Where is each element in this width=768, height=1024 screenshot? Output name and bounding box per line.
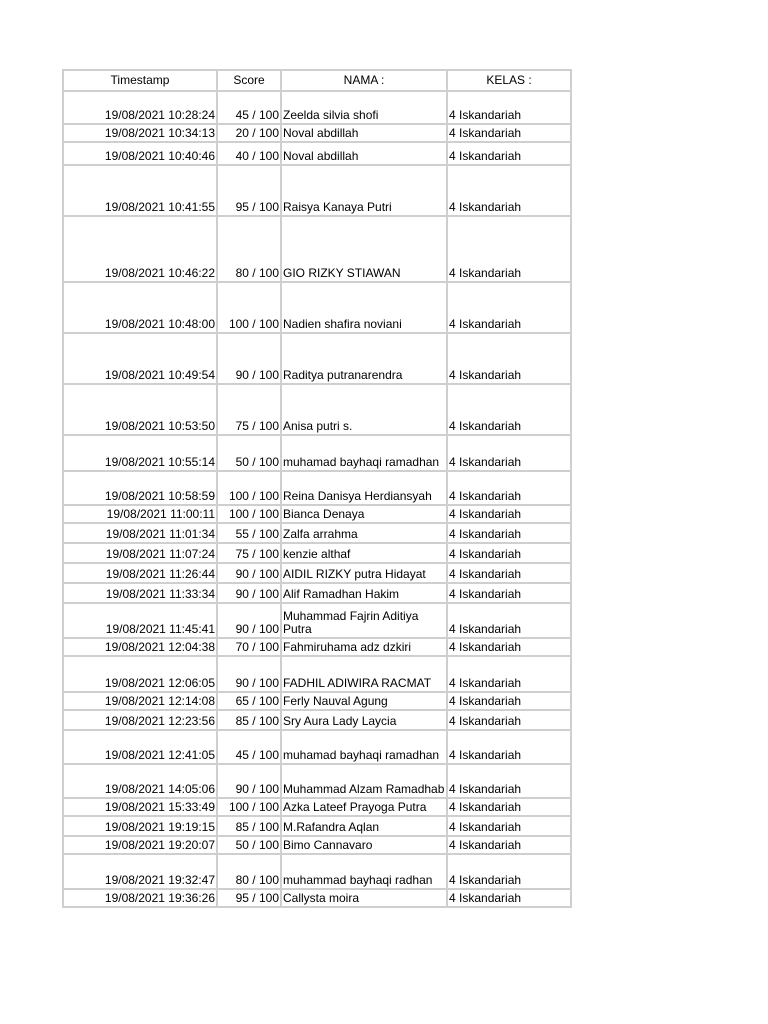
cell-timestamp: 19/08/2021 10:41:55	[64, 166, 218, 215]
cell-score: 100 / 100	[218, 506, 282, 522]
cell-nama: Reina Danisya Herdiansyah	[282, 472, 448, 504]
cell-score: 90 / 100	[218, 564, 282, 582]
cell-nama: Zalfa arrahma	[282, 524, 448, 542]
table-row	[64, 711, 572, 731]
cell-kelas: 4 Iskandariah	[448, 143, 572, 164]
cell-timestamp: 19/08/2021 15:33:49	[64, 799, 218, 815]
cell-nama: Zeelda silvia shofi	[282, 92, 448, 123]
cell-kelas: 4 Iskandariah	[448, 639, 572, 655]
table-row	[64, 544, 572, 564]
cell-kelas: 4 Iskandariah	[448, 890, 572, 906]
cell-nama: Alif Ramadhan Hakim	[282, 584, 448, 602]
cell-nama: muhamad bayhaqi ramadhan	[282, 731, 448, 763]
table-row	[64, 334, 572, 385]
cell-kelas: 4 Iskandariah	[448, 92, 572, 123]
cell-nama: Bimo Cannavaro	[282, 837, 448, 853]
cell-score: 90 / 100	[218, 765, 282, 797]
cell-timestamp: 19/08/2021 10:40:46	[64, 143, 218, 164]
header-score: Score	[218, 71, 282, 90]
cell-kelas: 4 Iskandariah	[448, 584, 572, 602]
table-body	[64, 92, 572, 908]
cell-timestamp: 19/08/2021 10:58:59	[64, 472, 218, 504]
cell-score: 50 / 100	[218, 837, 282, 853]
cell-timestamp: 19/08/2021 19:36:26	[64, 890, 218, 906]
cell-kelas: 4 Iskandariah	[448, 385, 572, 434]
cell-kelas: 4 Iskandariah	[448, 731, 572, 763]
table-row	[64, 564, 572, 584]
cell-timestamp: 19/08/2021 10:28:24	[64, 92, 218, 123]
cell-nama: Fahmiruhama adz dzkiri	[282, 639, 448, 655]
cell-kelas: 4 Iskandariah	[448, 217, 572, 281]
cell-kelas: 4 Iskandariah	[448, 765, 572, 797]
cell-kelas: 4 Iskandariah	[448, 472, 572, 504]
cell-timestamp: 19/08/2021 12:06:05	[64, 657, 218, 691]
cell-timestamp: 19/08/2021 19:19:15	[64, 817, 218, 835]
cell-kelas: 4 Iskandariah	[448, 524, 572, 542]
table-row	[64, 472, 572, 506]
cell-score: 80 / 100	[218, 855, 282, 888]
cell-kelas: 4 Iskandariah	[448, 436, 572, 470]
cell-timestamp: 19/08/2021 11:07:24	[64, 544, 218, 562]
cell-score: 20 / 100	[218, 125, 282, 141]
cell-nama: muhamad bayhaqi ramadhan	[282, 436, 448, 470]
cell-timestamp: 19/08/2021 10:46:22	[64, 217, 218, 281]
cell-score: 90 / 100	[218, 334, 282, 383]
cell-timestamp: 19/08/2021 11:26:44	[64, 564, 218, 582]
cell-nama: Muhammad Alzam Ramadhab	[282, 765, 448, 797]
cell-kelas: 4 Iskandariah	[448, 693, 572, 709]
cell-score: 90 / 100	[218, 584, 282, 602]
table-row	[64, 657, 572, 693]
cell-timestamp: 19/08/2021 11:00:11	[64, 506, 218, 522]
table-row	[64, 385, 572, 436]
cell-timestamp: 19/08/2021 12:23:56	[64, 711, 218, 729]
table-row	[64, 92, 572, 125]
cell-nama: AIDIL RIZKY putra Hidayat	[282, 564, 448, 582]
cell-timestamp: 19/08/2021 12:41:05	[64, 731, 218, 763]
cell-score: 95 / 100	[218, 166, 282, 215]
cell-score: 45 / 100	[218, 92, 282, 123]
cell-timestamp: 19/08/2021 11:45:41	[64, 604, 218, 637]
cell-score: 65 / 100	[218, 693, 282, 709]
table-row	[64, 765, 572, 799]
cell-kelas: 4 Iskandariah	[448, 657, 572, 691]
cell-score: 95 / 100	[218, 890, 282, 906]
cell-score: 70 / 100	[218, 639, 282, 655]
cell-kelas: 4 Iskandariah	[448, 506, 572, 522]
cell-nama: kenzie althaf	[282, 544, 448, 562]
cell-score: 100 / 100	[218, 283, 282, 332]
header-kelas: KELAS :	[448, 71, 572, 90]
cell-timestamp: 19/08/2021 12:14:08	[64, 693, 218, 709]
table-row	[64, 584, 572, 604]
cell-kelas: 4 Iskandariah	[448, 711, 572, 729]
table-row	[64, 125, 572, 143]
cell-score: 100 / 100	[218, 799, 282, 815]
cell-nama: Noval abdillah	[282, 143, 448, 164]
cell-nama: Ferly Nauval Agung	[282, 693, 448, 709]
cell-timestamp: 19/08/2021 12:04:38	[64, 639, 218, 655]
table-row	[64, 855, 572, 890]
table-row	[64, 639, 572, 657]
cell-nama: muhammad bayhaqi radhan	[282, 855, 448, 888]
cell-nama: Noval abdillah	[282, 125, 448, 141]
cell-score: 75 / 100	[218, 385, 282, 434]
cell-timestamp: 19/08/2021 19:20:07	[64, 837, 218, 853]
table-header-row	[64, 71, 572, 92]
cell-timestamp: 19/08/2021 10:55:14	[64, 436, 218, 470]
cell-timestamp: 19/08/2021 11:33:34	[64, 584, 218, 602]
table-row	[64, 837, 572, 855]
table-row	[64, 283, 572, 334]
cell-score: 80 / 100	[218, 217, 282, 281]
cell-kelas: 4 Iskandariah	[448, 799, 572, 815]
cell-score: 85 / 100	[218, 711, 282, 729]
cell-kelas: 4 Iskandariah	[448, 855, 572, 888]
cell-kelas: 4 Iskandariah	[448, 125, 572, 141]
cell-nama: Raisya Kanaya Putri	[282, 166, 448, 215]
cell-kelas: 4 Iskandariah	[448, 564, 572, 582]
cell-score: 100 / 100	[218, 472, 282, 504]
table-row	[64, 166, 572, 217]
table-row	[64, 604, 572, 639]
table-row	[64, 817, 572, 837]
cell-nama: Muhammad Fajrin Aditiya Putra	[282, 604, 448, 637]
cell-nama: Bianca Denaya	[282, 506, 448, 522]
cell-nama: M.Rafandra Aqlan	[282, 817, 448, 835]
cell-nama: Callysta moira	[282, 890, 448, 906]
cell-score: 85 / 100	[218, 817, 282, 835]
cell-kelas: 4 Iskandariah	[448, 837, 572, 853]
cell-score: 40 / 100	[218, 143, 282, 164]
table-row	[64, 506, 572, 524]
cell-timestamp: 19/08/2021 10:34:13	[64, 125, 218, 141]
cell-nama: Sry Aura Lady Laycia	[282, 711, 448, 729]
cell-score: 90 / 100	[218, 604, 282, 637]
cell-timestamp: 19/08/2021 10:48:00	[64, 283, 218, 332]
table-row	[64, 524, 572, 544]
cell-score: 50 / 100	[218, 436, 282, 470]
cell-kelas: 4 Iskandariah	[448, 334, 572, 383]
cell-kelas: 4 Iskandariah	[448, 544, 572, 562]
cell-nama: Raditya putranarendra	[282, 334, 448, 383]
cell-nama: Azka Lateef Prayoga Putra	[282, 799, 448, 815]
table-row	[64, 217, 572, 283]
table-row	[64, 731, 572, 765]
cell-kelas: 4 Iskandariah	[448, 817, 572, 835]
cell-score: 55 / 100	[218, 524, 282, 542]
cell-score: 75 / 100	[218, 544, 282, 562]
cell-score: 45 / 100	[218, 731, 282, 763]
cell-timestamp: 19/08/2021 14:05:06	[64, 765, 218, 797]
table-row	[64, 436, 572, 472]
response-table	[62, 69, 572, 908]
cell-nama: Anisa putri s.	[282, 385, 448, 434]
header-nama: NAMA :	[282, 71, 448, 90]
cell-nama: GIO RIZKY STIAWAN	[282, 217, 448, 281]
cell-timestamp: 19/08/2021 11:01:34	[64, 524, 218, 542]
cell-kelas: 4 Iskandariah	[448, 166, 572, 215]
cell-timestamp: 19/08/2021 19:32:47	[64, 855, 218, 888]
table-row	[64, 890, 572, 908]
table-row	[64, 143, 572, 166]
cell-kelas: 4 Iskandariah	[448, 283, 572, 332]
table-row	[64, 693, 572, 711]
table-row	[64, 799, 572, 817]
cell-timestamp: 19/08/2021 10:53:50	[64, 385, 218, 434]
header-timestamp: Timestamp	[64, 71, 218, 90]
cell-timestamp: 19/08/2021 10:49:54	[64, 334, 218, 383]
cell-score: 90 / 100	[218, 657, 282, 691]
cell-nama: FADHIL ADIWIRA RACMAT	[282, 657, 448, 691]
cell-nama: Nadien shafira noviani	[282, 283, 448, 332]
cell-kelas: 4 Iskandariah	[448, 604, 572, 637]
